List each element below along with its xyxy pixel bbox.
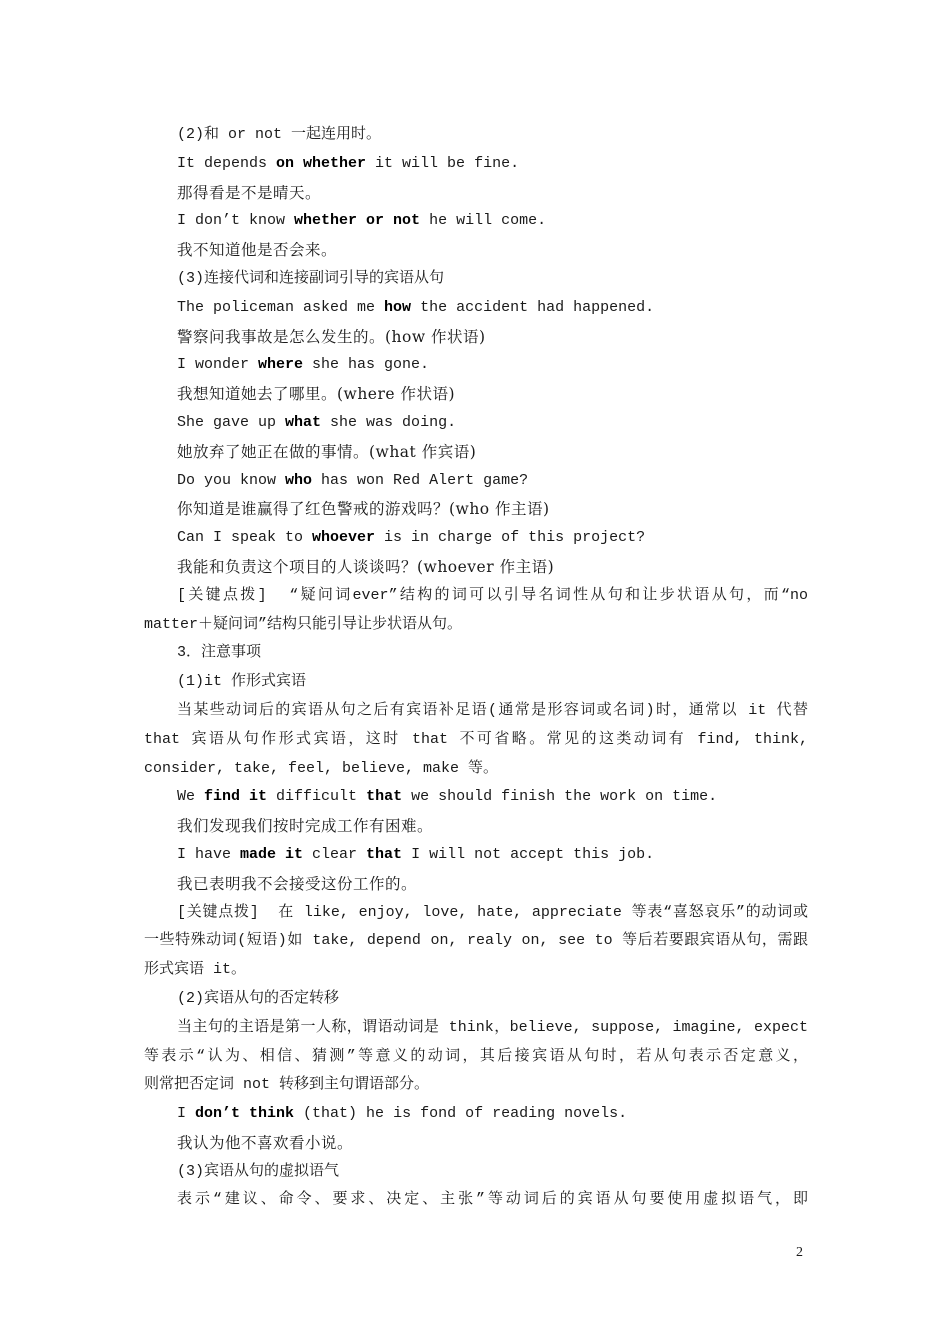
text-run: consider, take, feel, believe, make 等。: [144, 759, 499, 777]
text-run: the accident had happened.: [411, 298, 655, 316]
text-run: I have: [177, 845, 241, 863]
text-run: 我能和负责这个项目的人谈谈吗？(whoever 作主语): [177, 557, 555, 576]
text-run: We: [177, 788, 205, 806]
text-run: (3)连接代词和连接副词引导的宾语从句: [177, 269, 445, 287]
text-run: is in charge of this project?: [375, 529, 646, 547]
text-run: 当某些动词后的宾语从句之后有宾语补足语(通常是形容词或名词)时，通常以 it 代替: [177, 701, 808, 719]
text-run: 3．注意事项: [177, 644, 262, 662]
text-run: I don’t know: [177, 212, 295, 230]
text-line: [144, 726, 808, 755]
text-run: It depends: [177, 154, 277, 172]
text-run: Can I speak to: [177, 529, 313, 547]
text-run: 等表示“认为、相信、猜测”等意义的动词，其后接宾语从句时，若从句表示否定意义，: [144, 1047, 808, 1065]
text-line: [144, 668, 808, 697]
bold-keyword: don’t think: [195, 1105, 295, 1123]
text-run: 表示“建议、命令、要求、决定、主张”等动词后的宾语从句要使用虚拟语气，即: [177, 1191, 808, 1209]
bold-keyword: made it: [240, 845, 304, 863]
text-run: [关键点拨] “疑问词ever”结构的词可以引导名词性从句和让步状语从句，而“no: [177, 586, 808, 604]
text-run: [关键点拨] 在 like, enjoy, love, hate, appreciate 等表“喜怒哀乐”的动词或: [177, 903, 808, 921]
text-run: I: [177, 1105, 196, 1123]
text-line: [144, 755, 808, 784]
text-run: 我已表明我不会接受这份工作的。: [177, 874, 418, 893]
text-line: [144, 927, 808, 956]
text-run: I wonder: [177, 356, 259, 374]
text-run: she was doing.: [321, 413, 457, 431]
text-line: [144, 467, 808, 496]
text-line: [144, 409, 808, 438]
text-run: clear: [303, 845, 367, 863]
text-line: [144, 841, 808, 870]
text-line: [144, 236, 808, 265]
text-run: she has gone.: [303, 356, 430, 374]
text-run: 我认为他不喜欢看小说。: [177, 1133, 354, 1152]
page-body: [144, 121, 808, 1215]
text-run: 当主句的主语是第一人称，谓语动词是 think，believe, suppose, imagine, expect: [177, 1018, 808, 1036]
text-run: (that) he is fond of reading novels.: [294, 1105, 628, 1123]
text-run: 我们发现我们按时完成工作有困难。: [177, 817, 434, 836]
text-line: [144, 1129, 808, 1158]
text-run: (2)和 or not 一起连用时。: [177, 126, 382, 143]
text-line: [144, 697, 808, 726]
text-line: [144, 553, 808, 582]
bold-keyword: where: [258, 356, 304, 374]
text-line: [144, 265, 808, 294]
text-run: (1)it 作形式宾语: [177, 673, 307, 691]
bold-keyword: how: [384, 298, 412, 316]
bold-keyword: on whether: [276, 154, 367, 172]
text-run: he will come.: [420, 212, 547, 230]
text-line: [144, 438, 808, 467]
text-line: [144, 1071, 808, 1100]
text-line: [144, 870, 808, 899]
text-run: I will not accept this job.: [402, 845, 655, 863]
bold-keyword: whether or not: [294, 212, 421, 230]
text-run: we should finish the work on time.: [402, 788, 718, 806]
bold-keyword: whoever: [312, 529, 376, 547]
text-run: (3)宾语从句的虚拟语气: [177, 1162, 340, 1180]
text-line: [144, 351, 808, 380]
bold-keyword: who: [285, 471, 313, 489]
text-line: [144, 179, 808, 208]
text-line: [144, 611, 808, 640]
text-run: 她放弃了她正在做的事情。(what 作宾语): [177, 442, 477, 461]
text-line: [144, 1043, 808, 1072]
text-line: [144, 121, 808, 150]
text-line: [144, 899, 808, 928]
text-line: [144, 294, 808, 323]
text-run: She gave up: [177, 413, 286, 431]
text-run: matter＋疑问词”结构只能引导让步状语从句。: [144, 615, 463, 633]
text-run: 则常把否定词 not 转移到主句谓语部分。: [144, 1076, 430, 1094]
text-line: [144, 639, 808, 668]
bold-keyword: find it: [204, 788, 268, 806]
bold-keyword: what: [285, 413, 322, 431]
text-line: [144, 1158, 808, 1187]
text-line: [144, 956, 808, 985]
text-line: [144, 1100, 808, 1129]
text-line: [144, 582, 808, 611]
text-run: 形式宾语 it。: [144, 961, 247, 979]
text-run: difficult: [267, 788, 367, 806]
text-line: [144, 812, 808, 841]
text-run: 我想知道她去了哪里。(where 作状语): [177, 385, 456, 404]
text-line: [144, 524, 808, 553]
text-line: [144, 1014, 808, 1043]
bold-keyword: that: [366, 788, 403, 806]
text-run: 我不知道他是否会来。: [177, 241, 338, 260]
text-line: [144, 495, 808, 524]
text-line: [144, 783, 808, 812]
bold-keyword: that: [366, 845, 403, 863]
text-run: has won Red Alert game?: [312, 471, 529, 489]
text-line: [144, 323, 808, 352]
text-line: [144, 380, 808, 409]
text-line: [144, 1186, 808, 1215]
text-run: The policeman asked me: [177, 298, 385, 316]
text-line: [144, 985, 808, 1014]
text-line: [144, 150, 808, 179]
page-number: 2: [796, 1245, 803, 1260]
text-run: 一些特殊动词(短语)如 take, depend on, realy on, see to 等后若要跟宾语从句，需跟: [144, 932, 808, 950]
text-run: it will be fine.: [366, 154, 520, 172]
text-run: Do you know: [177, 471, 286, 489]
text-run: 警察问我事故是怎么发生的。(how 作状语): [177, 327, 486, 346]
text-run: (2)宾语从句的否定转移: [177, 989, 340, 1007]
text-run: 你知道是谁赢得了红色警戒的游戏吗？(who 作主语): [177, 500, 550, 519]
text-run: 那得看是不是晴天。: [177, 183, 322, 202]
text-run: that 宾语从句作形式宾语，这时 that 不可省略。常见的这类动词有 find, think,: [144, 730, 808, 748]
text-line: [144, 207, 808, 236]
